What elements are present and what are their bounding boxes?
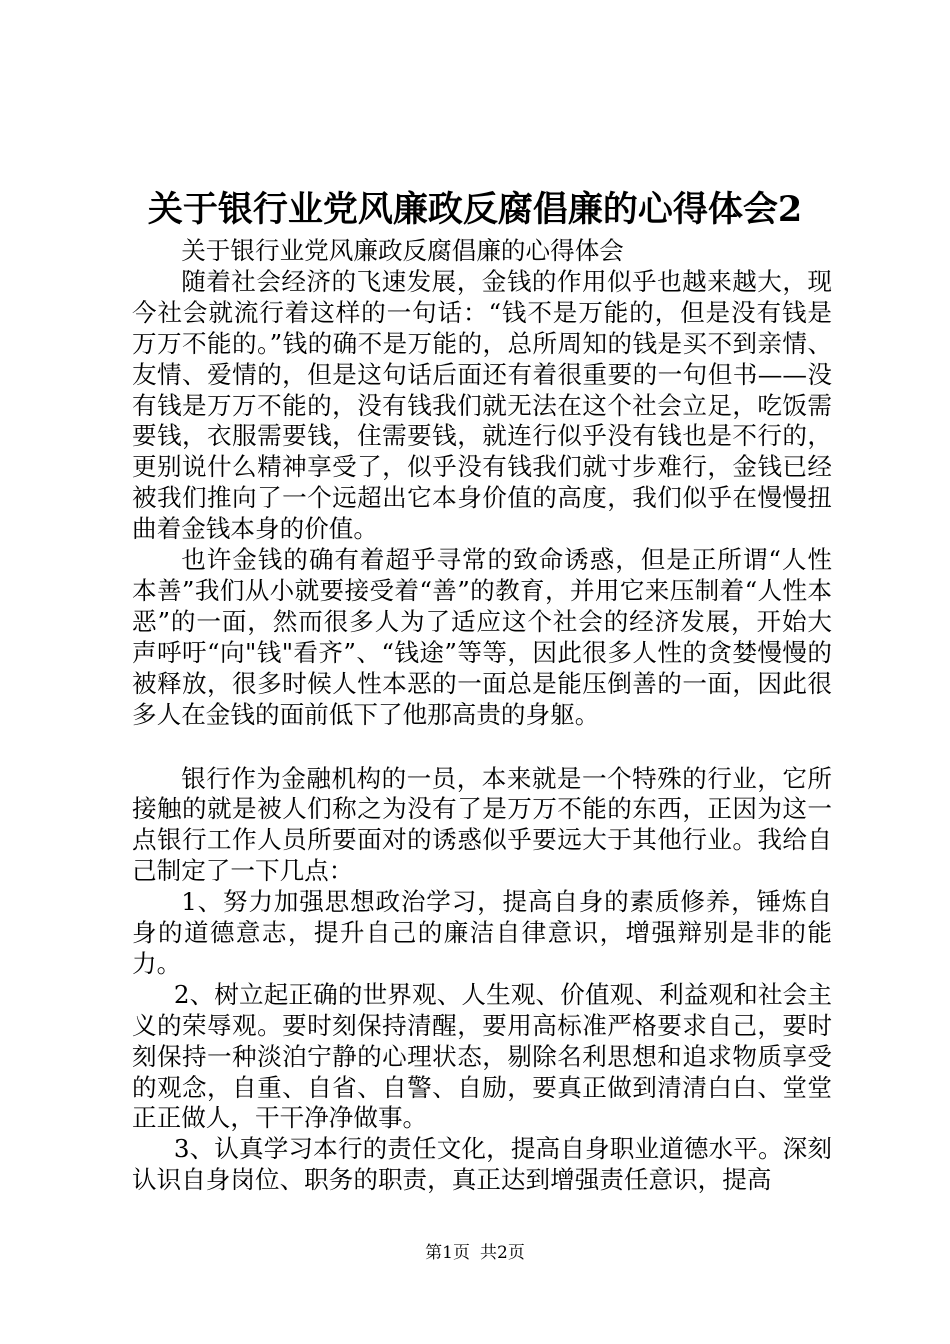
list-item: 3、认真学习本行的责任文化，提高自身职业道德水平。深刻认识自身岗位、职务的职责，真正达到增强责任意识，提高 bbox=[132, 1134, 832, 1195]
list-item: 1、努力加强思想政治学习，提高自身的素质修养，锤炼自身的道德意志，提升自己的廉洁自律意识，增强辩别是非的能力。 bbox=[132, 887, 832, 978]
page-total: 共2页 bbox=[480, 1243, 525, 1263]
paragraph: 也许金钱的确有着超乎寻常的致命诱惑，但是正所谓“人性本善”我们从小就要接受着“善”的教育，并用它来压制着“人性本恶”的一面，然而很多人为了适应这个社会的经济发展，开始大声呼吁“向"钱"看齐”、“钱途”等等，因此很多人性的贪婪慢慢的被释放，很多时候人性本恶的一面总是能压倒善的一面，因此很多人在金钱的面前低下了他那高贵的身躯。 bbox=[132, 545, 832, 729]
list-item: 2、树立起正确的世界观、人生观、价值观、利益观和社会主义的荣辱观。要时刻保持清醒，要用高标准严格要求自己，要时刻保持一种淡泊宁静的心理状态，剔除名利思想和追求物质享受的观念，自重、自省、自警、自励，要真正做到清清白白、堂堂正正做人，干干净净做事。 bbox=[132, 979, 832, 1133]
page-number: 第1页 bbox=[425, 1243, 470, 1263]
document-body bbox=[132, 236, 832, 1196]
paragraph-gap bbox=[132, 731, 832, 764]
page-footer bbox=[0, 1241, 950, 1265]
document-title: 关于银行业党风廉政反腐倡廉的心得体会2 bbox=[147, 189, 803, 230]
document-subtitle: 关于银行业党风廉政反腐倡廉的心得体会 bbox=[181, 236, 624, 265]
paragraph: 随着社会经济的飞速发展，金钱的作用似乎也越来越大，现今社会就流行着这样的一句话：“钱不是万能的，但是没有钱是万万不能的。”钱的确不是万能的，总所周知的钱是买不到亲情、友情、爱情的，但是这句话后面还有着很重要的一句但书——没有钱是万万不能的，没有钱我们就无法在这个社会立足，吃饭需要钱，衣服需要钱，住需要钱，就连行似乎没有钱也是不行的，更别说什么精神享受了，似乎没有钱我们就寸步难行，金钱已经被我们推向了一个远超出它本身价值的高度，我们似乎在慢慢扭曲着金钱本身的价值。 bbox=[132, 266, 832, 544]
paragraph: 银行作为金融机构的一员，本来就是一个特殊的行业，它所接触的就是被人们称之为没有了是万万不能的东西，正因为这一点银行工作人员所要面对的诱惑似乎要远大于其他行业。我给自己制定了一下几点： bbox=[132, 763, 832, 886]
